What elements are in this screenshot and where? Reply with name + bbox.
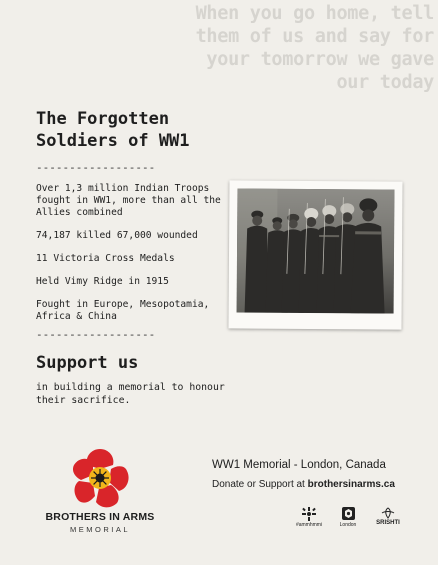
- fact-item: Fought in Europe, Mesopotamia, Africa & China: [36, 299, 210, 322]
- fact-item: 74,187 killed 67,000 wounded: [36, 230, 198, 241]
- city-shield-icon: [342, 507, 355, 521]
- logo-name: BROTHERS IN ARMS: [45, 511, 155, 523]
- quote-line: When you go home, tell: [195, 3, 434, 24]
- fact-item: 11 Victoria Cross Medals: [36, 253, 175, 264]
- memorial-quote: [104, 2, 434, 94]
- brothers-in-arms-logo: [40, 447, 160, 534]
- facts-list: [36, 183, 221, 334]
- poppy-flower-icon: [69, 447, 131, 509]
- donate-link[interactable]: brothersinarms.ca: [307, 479, 395, 490]
- event-title: WW1 Memorial - London, Canada: [212, 459, 386, 471]
- fact-item: Held Vimy Ridge in 1915: [36, 276, 169, 287]
- headline: [36, 108, 190, 152]
- logo-subtitle: MEMORIAL: [69, 525, 130, 534]
- fact-item: Over 1,3 million Indian Troops fought in WW1, more than all the Allies combined: [36, 183, 221, 218]
- partner-emblem-icon: [301, 507, 317, 521]
- quote-line: them of us and say for: [195, 26, 434, 47]
- partner-logos: [295, 507, 405, 533]
- divider-top: ------------------: [36, 161, 156, 174]
- headline-line: Soldiers of WW1: [36, 131, 190, 151]
- headline-line: The Forgotten: [36, 109, 170, 129]
- partner-logo-2: [335, 507, 361, 528]
- partner-label: London: [339, 522, 357, 528]
- quote-line: your tomorrow we gave: [206, 49, 434, 70]
- partner-label: SRISHTI: [376, 520, 400, 526]
- support-title: Support us: [36, 353, 139, 373]
- partner-logo-3: [371, 507, 405, 526]
- quote-line: our today: [336, 72, 434, 93]
- partner-logo-1: [295, 507, 323, 528]
- soldiers-photo-frame: [228, 180, 402, 329]
- srishti-emblem-icon: [381, 507, 395, 519]
- donate-prefix: Donate or Support at: [212, 479, 308, 490]
- support-body: in building a memorial to honour their sacrifice.: [36, 382, 225, 406]
- donate-line: [212, 479, 395, 490]
- divider-bottom: ------------------: [36, 328, 156, 341]
- soldiers-photo: [237, 188, 395, 313]
- partner-label: #ammhmmi: [295, 522, 323, 528]
